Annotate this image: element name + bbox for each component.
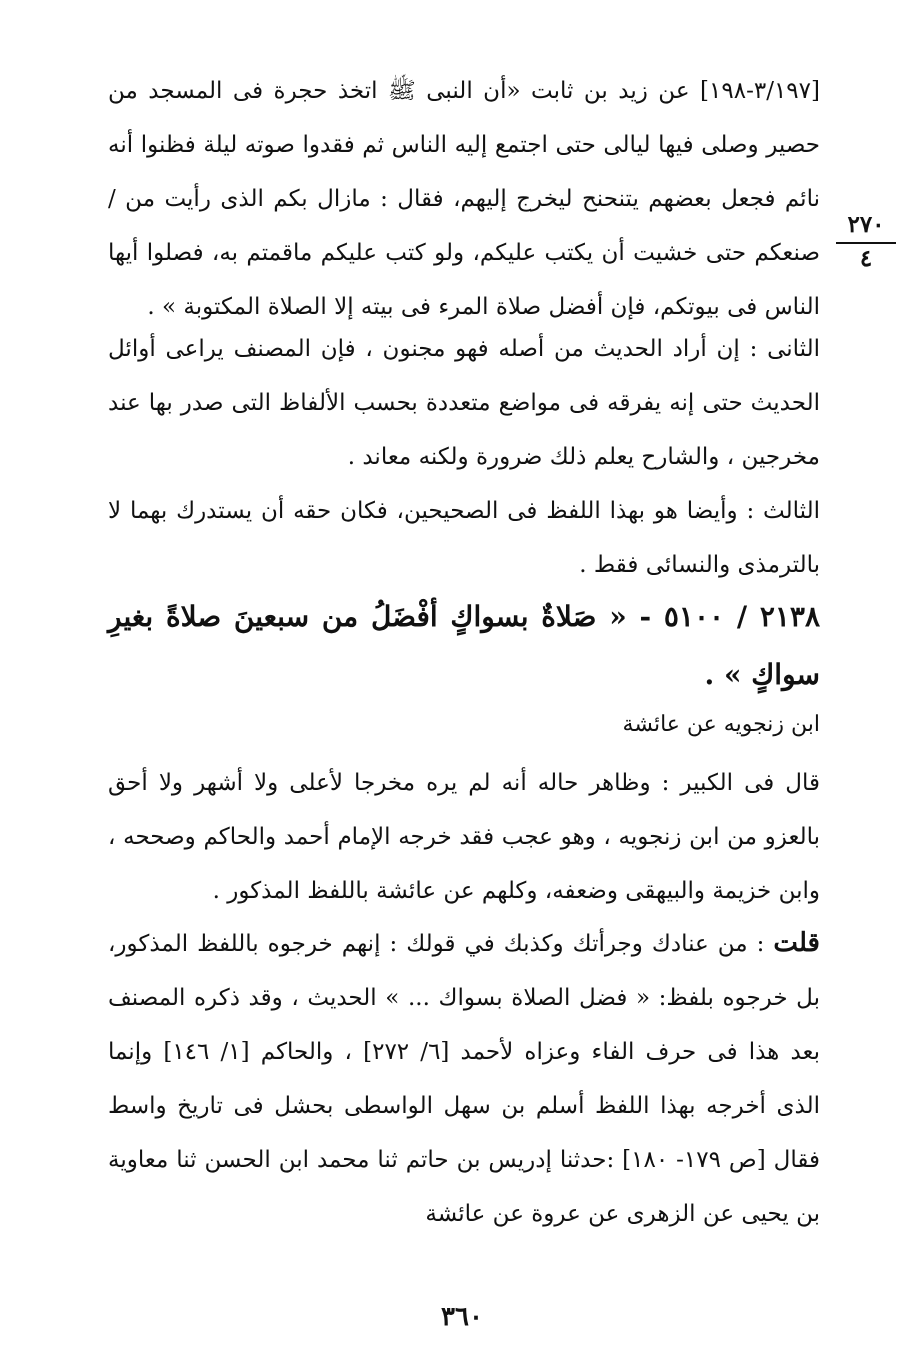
margin-reference-sub: ٤ xyxy=(859,245,873,272)
hadith-text: ٢١٣٨ / ٥١٠٠ - « صَلاةٌ بسواكٍ أفْضَلُ من سبعينَ صلاةً بغيرِ سواكٍ » . xyxy=(108,600,820,691)
source-heading-text: ابن زنجويه عن عائشة xyxy=(622,712,820,737)
paragraph-text: قال فى الكبير : وظاهر حاله أنه لم يره مخرجا لأعلى ولا أشهر ولا أحق بالعزو من ابن زنجويه ، وهو عجب فقد خرجه الإمام أحمد والحاكم وصححه ، وابن خزيمة والبيهقى وضعفه، وكلهم عن عائشة باللفظ المذكور . xyxy=(108,770,820,904)
paragraph-response-body xyxy=(108,916,820,1241)
paragraph-text: [٣/١٩٧-١٩٨] عن زيد بن ثابت «أن النبى ﷺ اتخذ حجرة فى المسجد من حصير وصلى فيها ليالى حتى اجتمع إليه الناس ثم فقدوا صوته ليلة فظنوا أنه نائم فجعل بعضهم يتنحنح ليخرج إليهم، فقال : مازال بكم الذى رأيت من / صنعكم حتى خشيت أن يكتب عليكم، ولو كتب عليكم ماقمتم به، فصلوا أيها الناس فى بيوتكم، فإن أفضل صلاة المرء فى بيته إلا الصلاة المكتوبة » . xyxy=(108,78,820,320)
margin-reference xyxy=(836,210,896,274)
paragraph-commentary xyxy=(108,756,820,918)
paragraph-text: الثانى : إن أراد الحديث من أصله فهو مجنون ، فإن المصنف يراعى أوائل الحديث حتى إنه يفرقه فى مواضع متعددة بحسب الألفاظ التى صدر بها عند مخرجين ، والشارح يعلم ذلك ضرورة ولكنه معاند . xyxy=(108,336,820,470)
paragraph-second-point xyxy=(108,322,820,484)
paragraph-third-point xyxy=(108,484,820,592)
source-heading xyxy=(108,698,820,752)
paragraph-text: : من عنادك وجرأتك وكذبك في قولك : إنهم خرجوه باللفظ المذكور، بل خرجوه بلفظ: « فضل الصلاة بسواك ... » الحديث ، وقد ذكره المصنف بعد هذا فى حرف الفاء وعزاه لأحمد [٦/ ٢٧٢] ، والحاكم [١/ ١٤٦] وإنما الذى أخرجه بهذا اللفظ أسلم بن سهل الواسطى بحشل فى تاريخ واسط فقال [ص ١٧٩- ١٨٠] :حدثنا إدريس بن حاتم ثنا محمد ابن الحسن ثنا معاوية بن يحيى عن الزهرى عن عروة عن عائشة xyxy=(108,931,821,1227)
paragraph-hadith-quote xyxy=(108,64,820,334)
hadith-entry xyxy=(108,588,820,704)
page-number: ٣٦٠ xyxy=(441,1302,483,1332)
paragraph-text: الثالث : وأيضا هو بهذا اللفظ فى الصحيحين، فكان حقه أن يستدرك بهما لا بالترمذى والنسائى فقط . xyxy=(108,498,820,578)
paragraph-response xyxy=(108,916,820,1241)
response-lead-word: قلت xyxy=(773,928,820,958)
margin-reference-number: ٢٧٠ xyxy=(836,210,896,244)
